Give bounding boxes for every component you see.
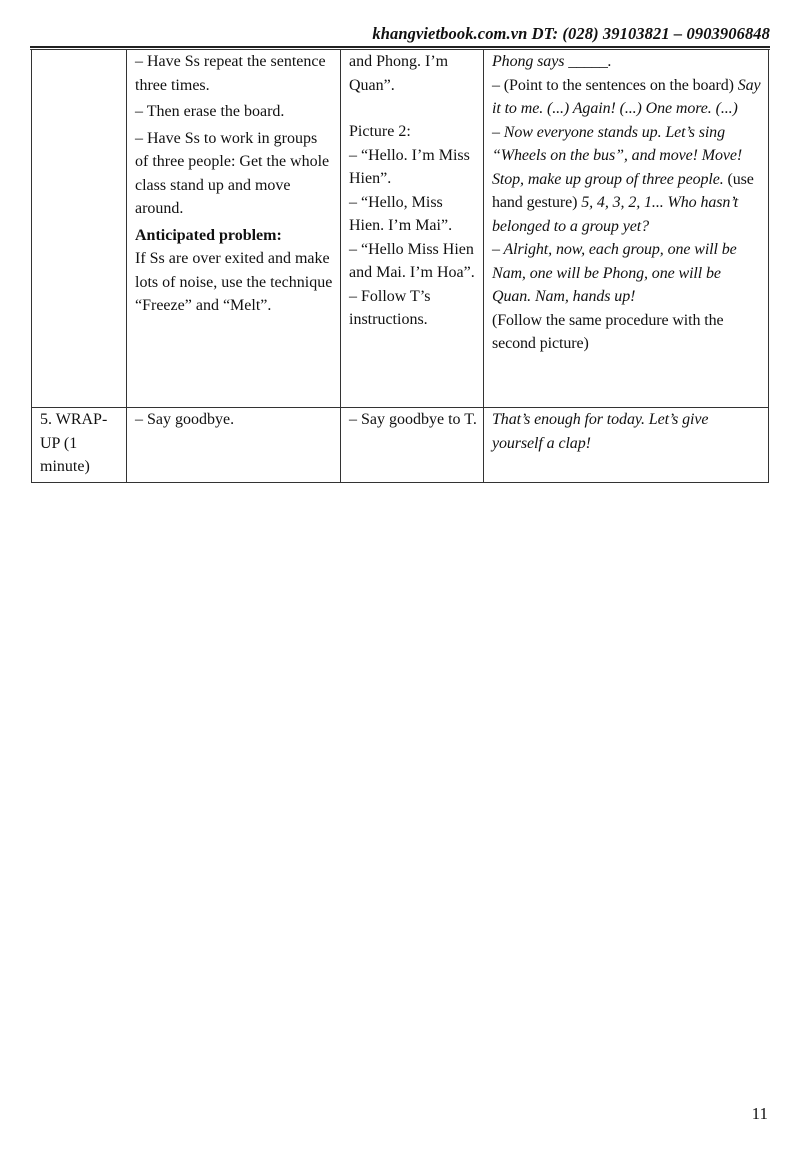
student-line: – “Hello, Miss Hien. I’m Mai”. <box>349 193 453 234</box>
procedure-step: – Have Ss to work in groups of three people: Get the whole class stand up and move around. <box>135 129 330 217</box>
procedure-step: – Then erase the board. <box>135 103 285 120</box>
teacher-procedure-cell <box>127 50 341 408</box>
stage-label: 5. WRAP-UP (1 minute) <box>40 411 108 475</box>
student-line: – “Hello. I’m Miss Hien”. <box>349 146 470 187</box>
classroom-language-cell <box>484 408 769 483</box>
student-line: – “Hello Miss Hien and Mai. I’m Hoa”. <box>349 240 475 281</box>
classroom-language-line <box>492 121 762 239</box>
student-activity-cell <box>341 408 484 483</box>
procedure-step: – Have Ss repeat the sentence three times. <box>135 53 326 94</box>
stage-cell <box>32 408 127 483</box>
procedure-step: – Say goodbye. <box>135 411 235 428</box>
anticipated-problem-text: If Ss are over exited and make lots of noise, use the technique “Freeze” and “Melt”. <box>135 250 333 314</box>
classroom-language-line <box>492 74 762 121</box>
picture-label: Picture 2: <box>349 123 411 140</box>
classroom-language-cell <box>484 50 769 408</box>
student-activity-cell <box>341 50 484 408</box>
header-rule <box>30 46 770 48</box>
page-number: 11 <box>751 1104 768 1123</box>
table-row <box>32 408 769 483</box>
spoken-text: – Now everyone stands up. Let’s sing “Wheels on the bus”, and move! Move! Stop, make up group of three people. <box>492 123 743 188</box>
student-line: – Follow T’s instructions. <box>349 287 431 328</box>
spoken-text: Say it to me. (...) Again! (...) One more. (...) <box>492 76 761 117</box>
instruction-text: (use hand gesture) <box>492 170 754 211</box>
student-line: – Say goodbye to T. <box>349 411 477 428</box>
table-row <box>32 50 769 408</box>
classroom-language-line: That’s enough for today. Let’s give yourself a clap! <box>492 411 709 452</box>
page-header: khangvietbook.com.vn DT: (028) 39103821 – 0903906848 <box>372 24 770 43</box>
spoken-text: 5, 4, 3, 2, 1... Who hasn’t belonged to a group yet? <box>492 194 739 235</box>
classroom-language-line: (Follow the same procedure with the second picture) <box>492 311 724 352</box>
instruction-text: – (Point to the sentences on the board) <box>492 76 738 94</box>
student-line: and Phong. I’m Quan”. <box>349 53 449 94</box>
stage-cell <box>32 50 127 408</box>
lesson-plan-table <box>31 49 769 483</box>
classroom-language-line: – Alright, now, each group, one will be Nam, one will be Phong, one will be Quan. Nam, hands up! <box>492 241 737 305</box>
classroom-language-line: Phong says _____. <box>492 53 612 70</box>
anticipated-problem-heading: Anticipated problem: <box>135 226 282 244</box>
teacher-procedure-cell <box>127 408 341 483</box>
